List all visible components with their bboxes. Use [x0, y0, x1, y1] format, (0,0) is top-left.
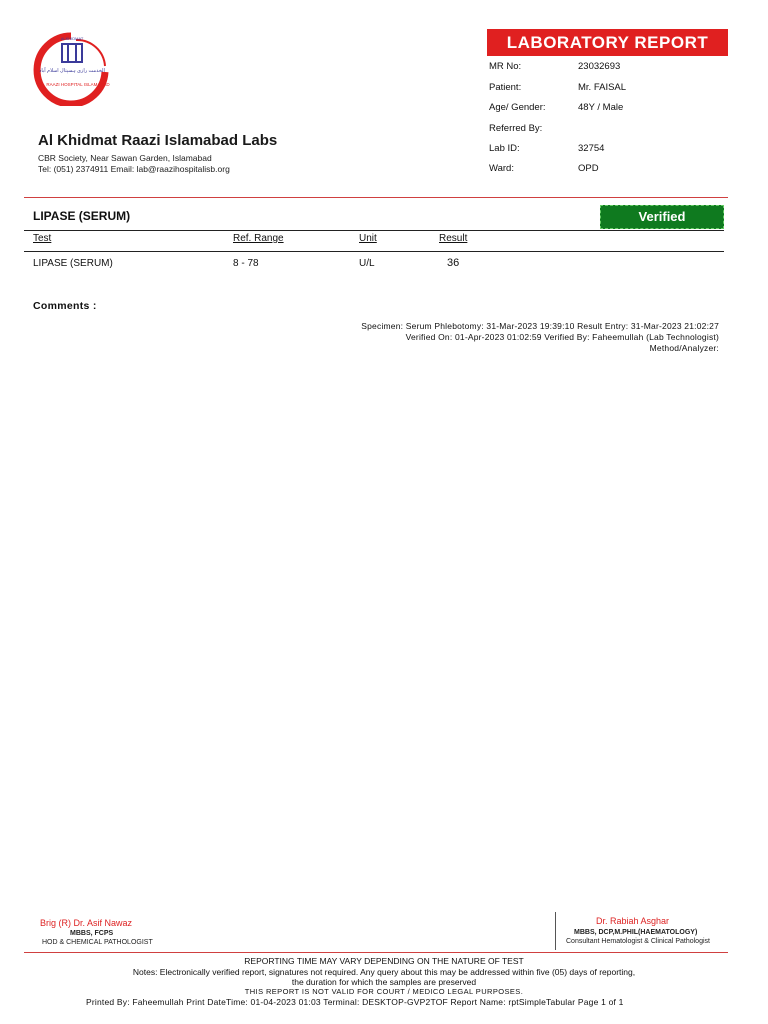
col-header-unit: Unit [359, 233, 377, 244]
verified-badge: Verified [600, 205, 724, 229]
comments-label: Comments : [33, 300, 97, 312]
signature-divider [555, 912, 556, 950]
lab-name: Al Khidmat Raazi Islamabad Labs [38, 132, 278, 149]
info-value-mr: 23032693 [578, 61, 621, 72]
method-line: Method/Analyzer: [649, 343, 719, 353]
footer-divider [24, 952, 728, 953]
logo-urdu-text: الخدمت رازی ہسپتال اسلام آباد [39, 68, 105, 74]
footer-reporting-time: REPORTING TIME MAY VARY DEPENDING ON THE NATURE OF TEST [244, 956, 524, 966]
col-header-test: Test [33, 233, 52, 244]
info-label-age: Age/ Gender: [489, 102, 546, 113]
signature-right-degree: MBBS, DCP,M.PHIL(HAEMATOLOGY) [574, 929, 698, 936]
cell-result: 36 [447, 257, 460, 269]
signature-left-degree: MBBS, FCPS [70, 930, 114, 937]
lab-contact: Tel: (051) 2374911 Email: lab@raazihospitalisb.org [38, 164, 230, 174]
info-label-ward: Ward: [489, 163, 514, 174]
lab-address: CBR Society, Near Sawan Garden, Islamabad [38, 153, 212, 163]
signature-right-title: Consultant Hematologist & Clinical Pathologist [566, 938, 710, 945]
footer-legal: THIS REPORT IS NOT VALID FOR COURT / MEDICO LEGAL PURPOSES. [244, 987, 524, 996]
hospital-logo [28, 30, 114, 106]
info-label-patient: Patient: [489, 82, 522, 93]
logo-top-text: ALKHIDMAT [60, 36, 84, 41]
cell-unit: U/L [359, 258, 375, 269]
signature-right-name: Dr. Rabiah Asghar [596, 916, 670, 926]
col-header-result: Result [439, 233, 468, 244]
cell-test: LIPASE (SERUM) [33, 258, 113, 269]
info-label-labid: Lab ID: [489, 143, 520, 154]
col-header-ref-range: Ref. Range [233, 233, 284, 244]
logo-ring-text: RAAZI HOSPITAL ISLAMABAD [46, 82, 110, 87]
table-top-rule [24, 230, 724, 231]
signature-left-name: Brig (R) Dr. Asif Nawaz [40, 918, 133, 928]
info-label-mr: MR No: [489, 61, 522, 72]
info-value-labid: 32754 [578, 143, 605, 154]
info-value-age: 48Y / Male [578, 102, 624, 113]
footer-notes-cont: the duration for which the samples are preserved [291, 977, 477, 987]
cell-ref-range: 8 - 78 [233, 258, 259, 269]
signature-left-title: HOD & CHEMICAL PATHOLOGIST [42, 939, 153, 946]
info-label-referred: Referred By: [489, 123, 543, 134]
footer-notes: Notes: Electronically verified report, signatures not required. Any query about this may be addressed within five (05) days of reporting, [132, 967, 636, 977]
info-value-patient: Mr. FAISAL [578, 82, 627, 93]
specimen-line: Specimen: Serum Phlebotomy: 31-Mar-2023 19:39:10 Result Entry: 31-Mar-2023 21:02:27 [361, 321, 719, 331]
table-header-rule [24, 251, 724, 252]
header-divider [24, 197, 728, 198]
footer-printed-info: Printed By: Faheemullah Print DateTime: 01-04-2023 01:03 Terminal: DESKTOP-GVP2TOF Report Name: rptSimpleTabular Page 1 of 1 [86, 997, 624, 1007]
report-title: LABORATORY REPORT [487, 29, 728, 56]
verified-line: Verified On: 01-Apr-2023 01:02:59 Verified By: Faheemullah (Lab Technologist) [405, 332, 719, 342]
info-value-ward: OPD [578, 163, 599, 174]
test-title: LIPASE (SERUM) [33, 209, 131, 223]
